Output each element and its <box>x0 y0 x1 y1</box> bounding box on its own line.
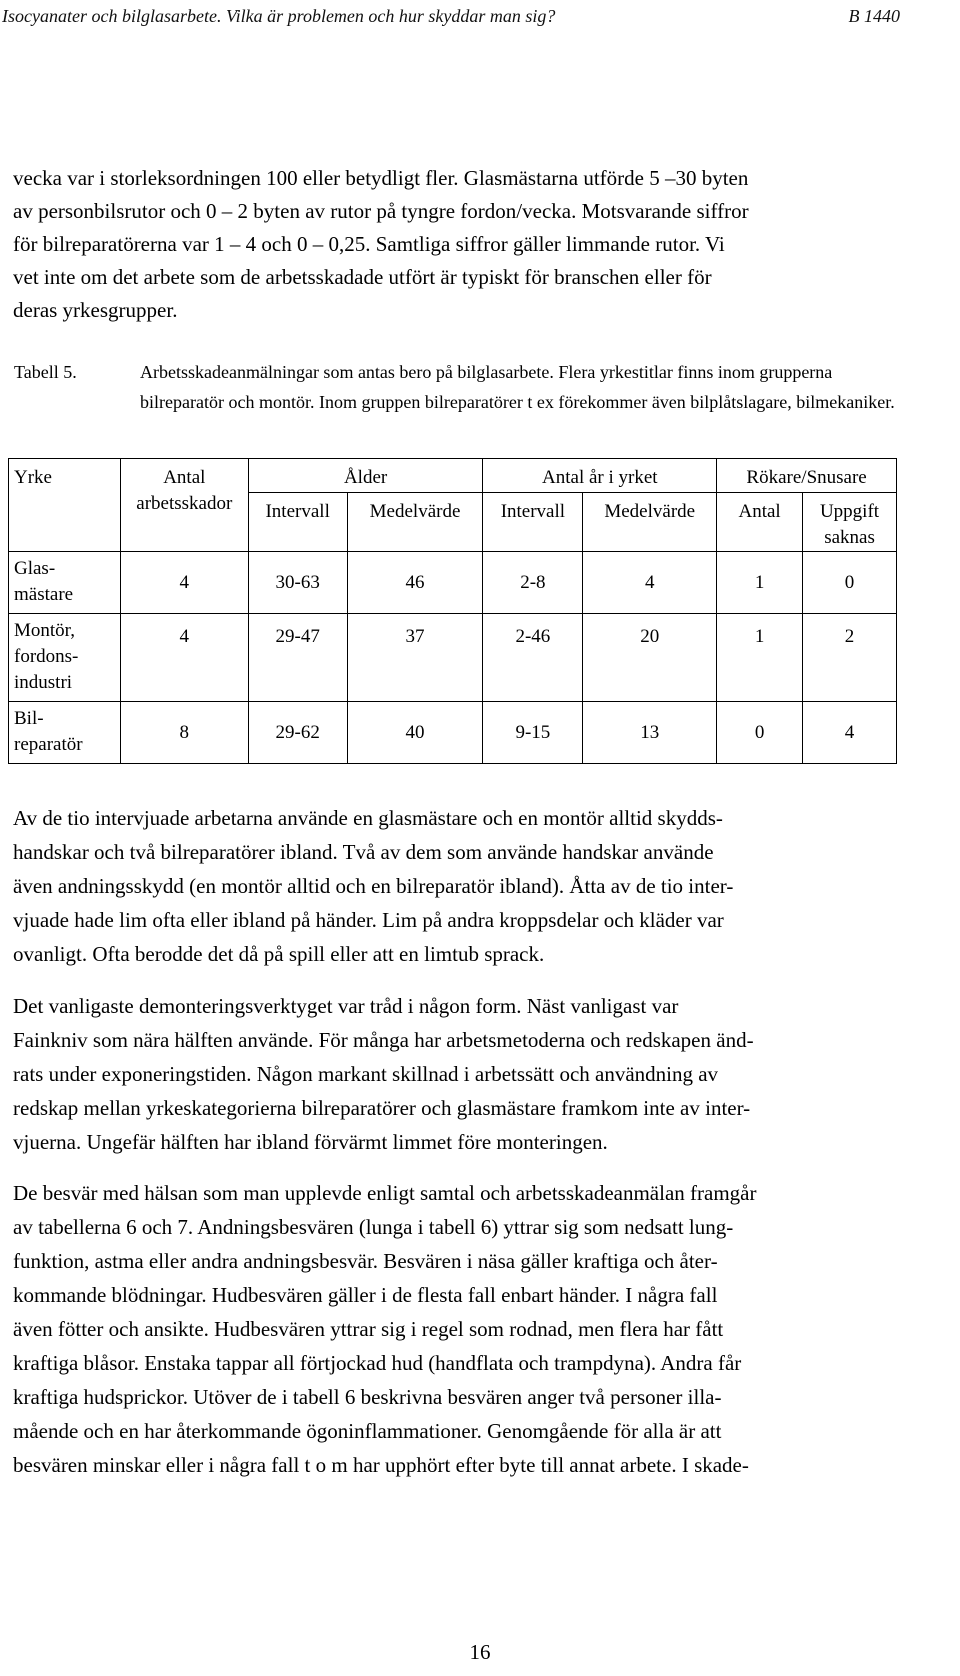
text-line: kommande blödningar. Hudbesvären gäller i de flesta fall enbart händer. I några fall <box>13 1283 718 1307</box>
cell-antal: 4 <box>120 552 248 614</box>
header-rokare-antal: Antal <box>717 493 803 552</box>
text-line: vet inte om det arbete som de arbetsskadade utfört är typiskt för branschen eller för <box>13 265 712 289</box>
header-ar-medelvarde: Medelvärde <box>583 493 717 552</box>
text-line: även fötter och ansikte. Hudbesvären yttrar sig i regel som rodnad, men flera har fått <box>13 1317 724 1341</box>
text-line: kraftiga blåsor. Enstaka tappar all förtjockad hud (handflata och trampdyna). Andra får <box>13 1351 742 1375</box>
text-line: deras yrkesgrupper. <box>13 298 178 322</box>
text-line: ovanligt. Ofta berodde det då på spill eller att en limtub sprack. <box>13 942 545 966</box>
text-line: rats under exponeringstiden. Någon markant skillnad i arbetssätt och användning av <box>13 1062 719 1086</box>
table-row <box>9 614 897 702</box>
text-line: av personbilsrutor och 0 – 2 byten av rutor på tyngre fordon/vecka. Motsvarande siffror <box>13 199 749 223</box>
table-row <box>9 702 897 764</box>
cell-alder-medelvarde: 46 <box>347 552 483 614</box>
cell-rokare-antal: 1 <box>717 552 803 614</box>
text-line: funktion, astma eller andra andningsbesvär. Besvären i näsa gäller kraftiga och åter- <box>13 1249 718 1273</box>
cell-alder-intervall: 29-47 <box>248 614 347 702</box>
table-row <box>9 552 897 614</box>
paragraph-3 <box>13 989 913 1159</box>
cell-yrke: Montör, fordons- industri <box>9 614 121 702</box>
cell-uppgift-saknas: 2 <box>803 614 897 702</box>
text-line: Det vanligaste demonteringsverktyget var tråd i någon form. Näst vanligast var <box>13 994 679 1018</box>
text-line: redskap mellan yrkeskategorierna bilreparatörer och glasmästare framkom inte av inter- <box>13 1096 751 1120</box>
text-line: vecka var i storleksordningen 100 eller betydligt fler. Glasmästarna utförde 5 –30 byten <box>13 166 749 190</box>
header-ar-intervall: Intervall <box>483 493 583 552</box>
text-line: för bilreparatörerna var 1 – 4 och 0 – 0,25. Samtliga siffror gäller limmande rutor. Vi <box>13 232 725 256</box>
paragraph-2 <box>13 801 913 971</box>
cell-ar-medelvarde: 13 <box>583 702 717 764</box>
header-uppgift-saknas: Uppgift saknas <box>803 493 897 552</box>
header-antal-ar: Antal år i yrket <box>483 459 717 493</box>
cell-rokare-antal: 0 <box>717 702 803 764</box>
page-number: 16 <box>469 1640 491 1664</box>
cell-antal: 8 <box>120 702 248 764</box>
cell-uppgift-saknas: 0 <box>803 552 897 614</box>
cell-ar-intervall: 2-8 <box>483 552 583 614</box>
cell-ar-medelvarde: 20 <box>583 614 717 702</box>
report-id: B 1440 <box>848 6 900 26</box>
text-line: Fainkniv som nära hälften använde. För många har arbetsmetoderna och redskapen änd- <box>13 1028 754 1052</box>
cell-alder-intervall: 29-62 <box>248 702 347 764</box>
cell-rokare-antal: 1 <box>717 614 803 702</box>
header-yrke: Yrke <box>9 459 121 552</box>
cell-alder-medelvarde: 37 <box>347 614 483 702</box>
header-alder: Ålder <box>248 459 483 493</box>
cell-uppgift-saknas: 4 <box>803 702 897 764</box>
text-line: mående och en har återkommande ögoninflammationer. Genomgående för alla är att <box>13 1419 722 1443</box>
text-line: Av de tio intervjuade arbetarna använde en glasmästare och en montör alltid skydds- <box>13 806 723 830</box>
header-title: Isocyanater och bilglasarbete. Vilka är problemen och hur skyddar man sig? <box>2 6 556 26</box>
cell-alder-medelvarde: 40 <box>347 702 483 764</box>
cell-yrke: Bil- reparatör <box>9 702 121 764</box>
caption-text: Arbetsskadeanmälningar som antas bero på bilglasarbete. Flera yrkestitlar finns inom grupperna bilreparatör och montör. Inom gruppen bilreparatörer t ex förekommer även bilplåtslagare, bilmekaniker. <box>140 362 895 412</box>
text-line: kraftiga hudsprickor. Utöver de i tabell 6 beskrivna besvären anger två personer illa- <box>13 1385 722 1409</box>
running-header <box>0 6 960 32</box>
header-antal-arbetsskador: Antal arbetsskador <box>120 459 248 552</box>
text-line: vjuade hade lim ofta eller ibland på händer. Lim på andra kroppsdelar och kläder var <box>13 908 724 932</box>
cell-ar-intervall: 9-15 <box>483 702 583 764</box>
cell-antal: 4 <box>120 614 248 702</box>
paragraph-1 <box>13 162 913 327</box>
text-line: av tabellerna 6 och 7. Andningsbesvären (lunga i tabell 6) yttrar sig som nedsatt lung- <box>13 1215 734 1239</box>
text-line: vjuerna. Ungefär hälften har ibland förvärmt limmet före monteringen. <box>13 1130 608 1154</box>
text-line: besvären minskar eller i några fall t o m har upphört efter byte till annat arbete. I skade- <box>13 1453 749 1477</box>
header-alder-medelvarde: Medelvärde <box>347 493 483 552</box>
text-line: även andningsskydd (en montör alltid och en bilreparatör ibland). Åtta av de tio inter- <box>13 874 734 898</box>
text-line: handskar och två bilreparatörer ibland. Två av dem som använde handskar använde <box>13 840 714 864</box>
paragraph-4 <box>13 1176 913 1482</box>
cell-ar-intervall: 2-46 <box>483 614 583 702</box>
cell-yrke: Glas- mästare <box>9 552 121 614</box>
header-alder-intervall: Intervall <box>248 493 347 552</box>
header-rokare-snusare: Rökare/Snusare <box>717 459 897 493</box>
caption-label: Tabell 5. <box>14 362 77 382</box>
cell-alder-intervall: 30-63 <box>248 552 347 614</box>
cell-ar-medelvarde: 4 <box>583 552 717 614</box>
table-5 <box>8 458 897 764</box>
text-line: De besvär med hälsan som man upplevde enligt samtal och arbetsskadeanmälan framgår <box>13 1181 757 1205</box>
